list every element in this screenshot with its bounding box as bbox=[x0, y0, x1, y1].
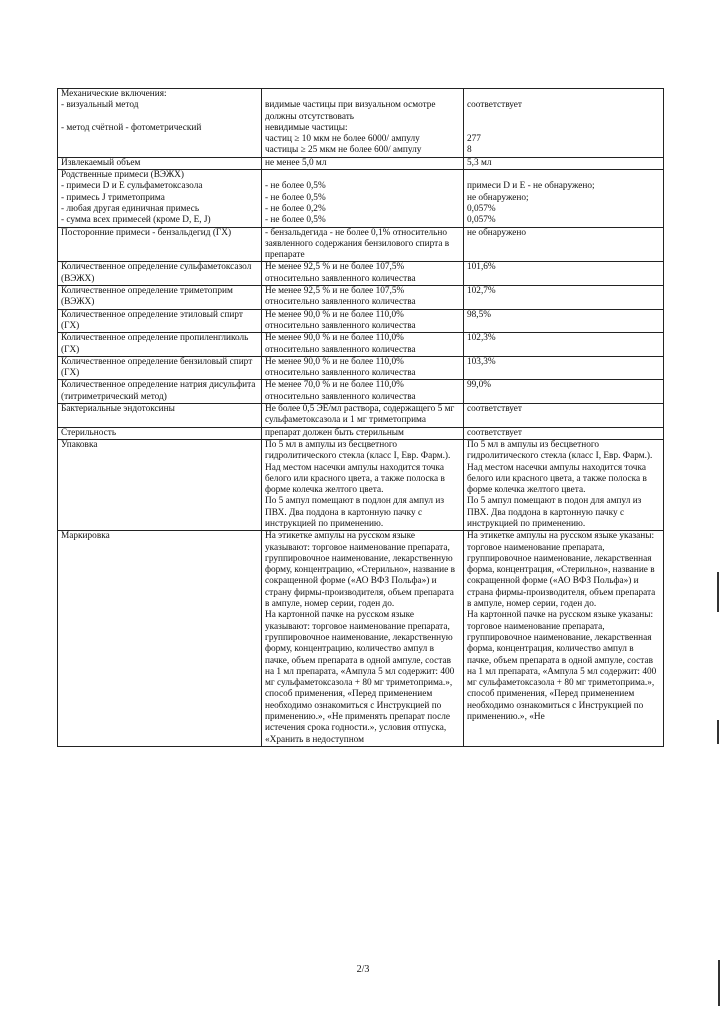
result-cell: 5,3 мл bbox=[464, 157, 664, 169]
parameter-cell: Извлекаемый объем bbox=[58, 157, 262, 169]
norm-cell: препарат должен быть стерильным bbox=[262, 427, 464, 439]
table-row-assay-benzyl-alcohol bbox=[58, 356, 664, 380]
norm-cell: Не более 0,5 ЭЕ/мл раствора, содержащего 5 мг сульфаметоксазола и 1 мг триметоприма bbox=[262, 404, 464, 428]
table-row-assay-sulfamethoxazole bbox=[58, 262, 664, 286]
result-cell: 99,0% bbox=[464, 380, 664, 404]
parameter-cell: Количественное определение триметоприм (ВЭЖХ) bbox=[58, 286, 262, 310]
result-cell: соответствует bbox=[464, 427, 664, 439]
parameter-cell: Количественное определение сульфаметоксазол (ВЭЖХ) bbox=[58, 262, 262, 286]
scan-edge-mark bbox=[717, 720, 719, 744]
norm-cell: - не более 0,5% - не более 0,5% - не более 0,2% - не более 0,5% bbox=[262, 170, 464, 227]
norm-cell: Не менее 90,0 % и не более 110,0% относительно заявленного количества bbox=[262, 356, 464, 380]
parameter-cell: Родственные примеси (ВЭЖХ) - примеси D и E сульфаметоксазола - примесь J триметоприма - любая другая единичная примесь - сумма всех примесей (кроме D, E, J) bbox=[58, 170, 262, 227]
scan-edge-mark bbox=[718, 960, 720, 1006]
parameter-cell: Стерильность bbox=[58, 427, 262, 439]
table-row-assay-ethanol bbox=[58, 309, 664, 333]
norm-cell: Не менее 70,0 % и не более 110,0% относительно заявленного количества bbox=[262, 380, 464, 404]
norm-cell: Не менее 92,5 % и не более 107,5% относительно заявленного количества bbox=[262, 286, 464, 310]
table-row-assay-propylene-glycol bbox=[58, 333, 664, 357]
norm-cell: - бензальдегида - не более 0,1% относительно заявленного содержания бензилового спирта в препарате bbox=[262, 227, 464, 262]
parameter-cell: Количественное определение бензиловый спирт (ГХ) bbox=[58, 356, 262, 380]
table-row-labeling bbox=[58, 531, 664, 747]
table-row-sterility bbox=[58, 427, 664, 439]
table-row-endotoxins bbox=[58, 404, 664, 428]
scan-edge-mark bbox=[717, 572, 719, 612]
norm-cell: По 5 мл в ампулы из бесцветного гидролитического стекла (класс I, Евр. Фарм.). Над местом насечки ампулы находится точка белого или красного цвета, а также полоска в форме колечка желтого цвета. По 5 ампул помещают в подлон для ампул из ПВХ. Два поддона в картонную пачку с инструкцией по применению. bbox=[262, 439, 464, 530]
parameter-cell: Количественное определение пропиленгликоль (ГХ) bbox=[58, 333, 262, 357]
table-row-packaging bbox=[58, 439, 664, 530]
norm-cell: видимые частицы при визуальном осмотре должны отсутствовать невидимые частицы: частиц ≥ 10 мкм не более 6000/ ампулу частицы ≥ 25 мкм не более 600/ ампулу bbox=[262, 89, 464, 158]
result-cell: не обнаружено bbox=[464, 227, 664, 262]
result-cell: 101,6% bbox=[464, 262, 664, 286]
parameter-cell: Бактериальные эндотоксины bbox=[58, 404, 262, 428]
norm-cell: Не менее 90,0 % и не более 110,0% относительно заявленного количества bbox=[262, 333, 464, 357]
norm-cell: Не менее 92,5 % и не более 107,5% относительно заявленного количества bbox=[262, 262, 464, 286]
norm-cell: не менее 5,0 мл bbox=[262, 157, 464, 169]
page-number: 2/3 bbox=[356, 964, 370, 975]
table-row-related-impurities bbox=[58, 170, 664, 227]
parameter-cell: Количественное определение натрия дисульфита (титриметрический метод) bbox=[58, 380, 262, 404]
result-cell: 102,3% bbox=[464, 333, 664, 357]
result-cell: По 5 мл в ампулы из бесцветного гидролитического стекла (класс I, Евр. Фарм.). Над местом насечки ампулы находится точка белого или красного цвета, а также полоска в форме колечка желтого цвета. По 5 ампул помещают в подон для ампул из ПВХ. Два поддона в картонную пачку с инструкцией по применению. bbox=[464, 439, 664, 530]
result-cell: примеси D и E - не обнаружено; не обнаружено; 0,057% 0,057% bbox=[464, 170, 664, 227]
norm-cell: Не менее 90,0 % и не более 110,0% относительно заявленного количества bbox=[262, 309, 464, 333]
parameter-cell: Упаковка bbox=[58, 439, 262, 530]
table-row-mechanical-inclusions bbox=[58, 89, 664, 158]
result-cell: 103,3% bbox=[464, 356, 664, 380]
table-row-benzaldehyde bbox=[58, 227, 664, 262]
result-cell: соответствует bbox=[464, 404, 664, 428]
parameter-cell: Посторонние примеси - бензальдегид (ГХ) bbox=[58, 227, 262, 262]
parameter-cell: Количественное определение этиловый спирт (ГХ) bbox=[58, 309, 262, 333]
table-row-extractable-volume bbox=[58, 157, 664, 169]
table-row-assay-sodium-disulfite bbox=[58, 380, 664, 404]
result-cell: 98,5% bbox=[464, 309, 664, 333]
result-cell: соответствует 277 8 bbox=[464, 89, 664, 158]
norm-cell: На этикетке ампулы на русском языке указывают: торговое наименование препарата, группировочное наименование, лекарственную форму, концентрацию, «Стерильно», название в сокращенной форме («АО ВФЗ Польфа») и страну фирмы-производителя, объем препарата в ампуле, номер серии, годен до. На картонной пачке на русском языке указывают: торговое наименование препарата, группировочное наименование, лекарственную форму, концентрацию, количество ампул в пачке, объем препарата в одной ампуле, состав на 1 мл препарата, «Ампула 5 мл содержит: 400 мг сульфаметоксазола + 80 мг триметоприма.», способ применения, «Перед применением необходимо ознакомиться с Инструкцией по применению.», «Не применять препарат после истечения срока годности.», условия отпуска, «Хранить в недоступном bbox=[262, 531, 464, 747]
parameter-cell: Механические включения: - визуальный метод - метод счётной - фотометрический bbox=[58, 89, 262, 158]
specification-table bbox=[57, 88, 664, 747]
result-cell: 102,7% bbox=[464, 286, 664, 310]
result-cell: На этикетке ампулы на русском языке указаны: торговое наименование препарата, группировочное наименование, лекарственная форма, концентрация, «Стерильно», название в сокращенной форме («АО ВФЗ Польфа») и страна фирмы-производителя, объем препарата в ампуле, номер серии, годен до. На картонной пачке на русском языке указаны: торговое наименование препарата, группировочное наименование, лекарственная форма, концентрация, количество ампул в пачке, объем препарата в одной ампуле, состав на 1 мл препарата, «Ампула 5 мл содержит: 400 мг сульфаметоксазола + 80 мг триметоприма.», способ применения, «Перед применением необходимо ознакомиться с Инструкцией по применению.», «Не bbox=[464, 531, 664, 747]
table-row-assay-trimethoprim bbox=[58, 286, 664, 310]
parameter-cell: Маркировка bbox=[58, 531, 262, 747]
